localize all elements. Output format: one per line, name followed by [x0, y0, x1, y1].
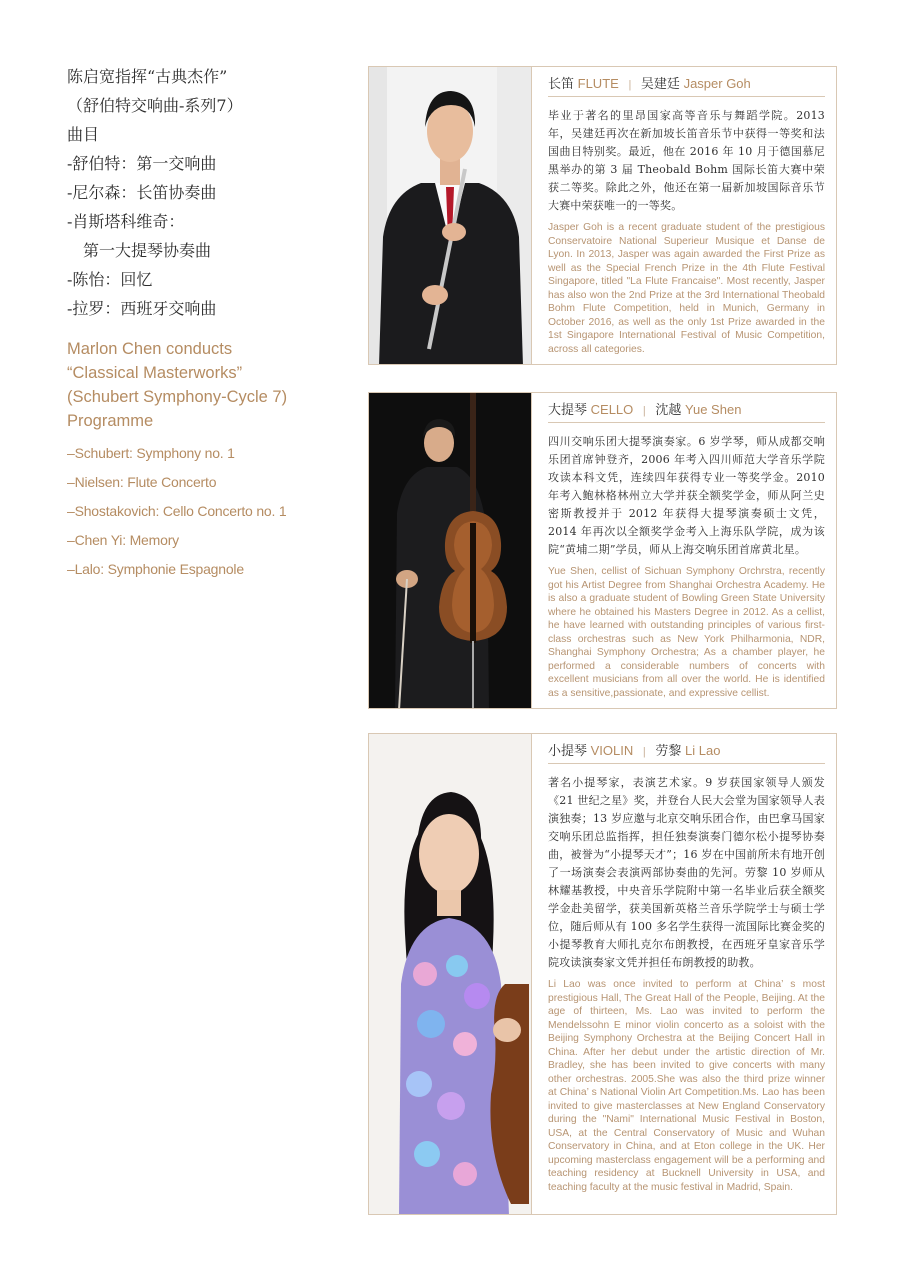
artist-photo-flutist	[369, 67, 532, 364]
programme-cn-item: -陈怡：回忆	[67, 270, 153, 289]
programme-en-item: –Chen Yi: Memory	[67, 532, 179, 548]
programme-cn-item: -尼尔森：长笛协奏曲	[67, 183, 217, 202]
artist-name-cn: 沈越	[655, 402, 682, 417]
header-divider: |	[642, 405, 646, 417]
artist-bio-cn: 毕业于著名的里昂国家高等音乐与舞蹈学院。2013 年，吴建廷再次在新加坡长笛音乐节中获得一等奖和法国曲目特别奖。最近，他在 2016 年 10 月于德国慕尼黑举办的第 3 届 Theobald Bohm 国际长笛大赛中荣获二等奖。除此之外，他还在第一届新加坡国际音乐节大赛中荣获唯一的一等奖。	[548, 109, 825, 212]
artist-photo-cellist	[369, 393, 532, 708]
artist-name-en: Jasper Goh	[683, 76, 751, 91]
artist-photo-violinist	[369, 734, 532, 1214]
artist-info	[548, 734, 825, 1194]
artist-card-flute	[368, 66, 837, 365]
artist-bio-en: Li Lao was once invited to perform at China’ s most prestigious Hall, The Great Hall of the People, Beijing. At the age of thirteen, Ms. Lao was invited to perform the Mendelssohn E minor violin concerto as a soloist with the Beijing Symphony Orchestra at the Beijing Concert Hall in China. After her debut under the artistic direction of Mr. Bradley, she has been invited to give concerts with many other orchestras. 2005.She was also the third prize winner at China’ s National Violin Art Competition.Ms. Lao has been invited to give masterclasses at New England Conservatory during the "Nami" International Music Festival in Boston, USA, at the Central Conservatory of Music and Wuhan Conservatory in China, and at Eton college in the UK. Her upcoming masterclass engagement will be a performing and teaching residency at Bucknell University in USA, and teaching faculty at the music festival in Madrid, Spain.	[548, 979, 825, 1193]
artist-name-en: Yue Shen	[685, 402, 742, 417]
artist-bio-en: Yue Shen, cellist of Sichuan Symphony Orchrstra, recently got his Artist Degree from Shanghai Orchestra Academy. He is also a graduate student of Bowling Green State University where he obtained his Masters Degree in 2012. As a cellist, he have learned with outstanding principles of various first-class orchestras such as New York Philharmonia, NDR, Shanghai Symphony Orchestra; As a chamber player, he performed a considerable numbers of concerts with excellent musicians from all over the world. He is identified as a sensitive,passionate, and expressive cellist.	[548, 566, 825, 699]
artist-bio-cn: 著名小提琴家，表演艺术家。9 岁获国家领导人颁发《21 世纪之星》奖，并登台人民大会堂为国家领导人表演独奏；13 岁应邀与北京交响乐团合作，由巴拿马国家交响乐团总监指挥，担任独奏演奏门德尔松小提琴协奏曲，被誉为“小提琴天才”；16 岁在中国前所未有地开创了一场演奏会表演两部协奏曲的先河。劳黎 10 岁师从林耀基教授，中央音乐学院附中第一名毕业后获全额奖学金赴美留学，获美国新英格兰音乐学院学士与硕士学位，随后师从有 100 多名学生获得一流国际比赛金奖的小提琴教育大师扎克尔布朗教授，在西班牙皇家音乐学院攻读演奏家文凭并担任布朗教授的助教。	[548, 776, 825, 969]
artist-name-en: Li Lao	[685, 743, 721, 758]
artist-info	[548, 67, 825, 356]
artist-bio-cn: 四川交响乐团大提琴演奏家。6 岁学琴，师从成都交响乐团首席钟登齐，2006 年考入四川师范大学音乐学院攻读本科文凭，连续四年获得专业一等奖学金。2010 年考入鲍林格林州立大学并获全额奖学金，师从阿兰史密斯教授并于 2012 年获得大提琴演奏硕士文凭，2014 年再次以全额奖学金考入上海乐队学院，成为该院“黄埔二期”学员，师从上海交响乐团首席黄北星。	[548, 435, 825, 556]
instrument-en: FLUTE	[577, 76, 619, 91]
programme-en-item: –Shostakovich: Cello Concerto no. 1	[67, 503, 287, 519]
artist-info	[548, 393, 825, 700]
artist-name-cn: 劳黎	[655, 743, 682, 758]
programme-en-list	[67, 439, 357, 584]
artist-header	[548, 734, 825, 764]
programme-cn-heading: 曲目	[67, 125, 100, 144]
programme-en-item: –Schubert: Symphony no. 1	[67, 445, 235, 461]
artist-card-violin	[368, 733, 837, 1215]
header-divider: |	[628, 79, 632, 91]
header-divider: |	[642, 746, 646, 758]
artist-name-cn: 吴建廷	[640, 76, 680, 91]
artist-bio-en: Jasper Goh is a recent graduate student of the prestigious Conservatoire National Superieur Musique et Danse de Lyon. In 2013, Jasper was again awarded the First Prize as well as the Special French Prize in the 4th Flute Festival Singapore, titled "La Flute Francaise". Most recently, Jasper has also won the 2nd Prize at the 3rd International Theobald Bohm Flute Competition, held in Munich, Germany in October 2016, as well as the only 1st Prize awarded in the 1st Singapore International Festival of Music Competition, across all categories.	[548, 222, 825, 355]
programme-cn	[67, 62, 357, 323]
programme-cn-item: -拉罗：西班牙交响曲	[67, 299, 217, 318]
programme-en-item: –Nielsen: Flute Concerto	[67, 474, 217, 490]
artist-card-cello	[368, 392, 837, 709]
programme-cn-title-line: （舒伯特交响曲-系列7）	[67, 96, 243, 115]
programme-cn-item: 第一大提琴协奏曲	[83, 241, 212, 260]
programme-en-title-line: (Schubert Symphony-Cycle 7)	[67, 388, 288, 406]
artist-header	[548, 393, 825, 423]
programme-cn-title-line: 陈启宽指挥“古典杰作”	[67, 67, 228, 86]
instrument-cn: 小提琴	[548, 743, 588, 758]
programme-en-title-line: Marlon Chen conducts	[67, 340, 233, 358]
artist-header	[548, 67, 825, 97]
instrument-en: CELLO	[590, 402, 634, 417]
programme-en-title-line: “Classical Masterworks”	[67, 364, 243, 382]
programme-en-item: –Lalo: Symphonie Espagnole	[67, 561, 244, 577]
instrument-cn: 长笛	[548, 76, 575, 91]
instrument-en: VIOLIN	[590, 743, 634, 758]
instrument-cn: 大提琴	[548, 402, 588, 417]
programme-en-heading: Programme	[67, 412, 154, 430]
programme-column	[67, 62, 357, 584]
programme-cn-item: -肖斯塔科维奇：	[67, 212, 185, 231]
programme-en-title	[67, 337, 357, 433]
programme-cn-item: -舒伯特：第一交响曲	[67, 154, 217, 173]
